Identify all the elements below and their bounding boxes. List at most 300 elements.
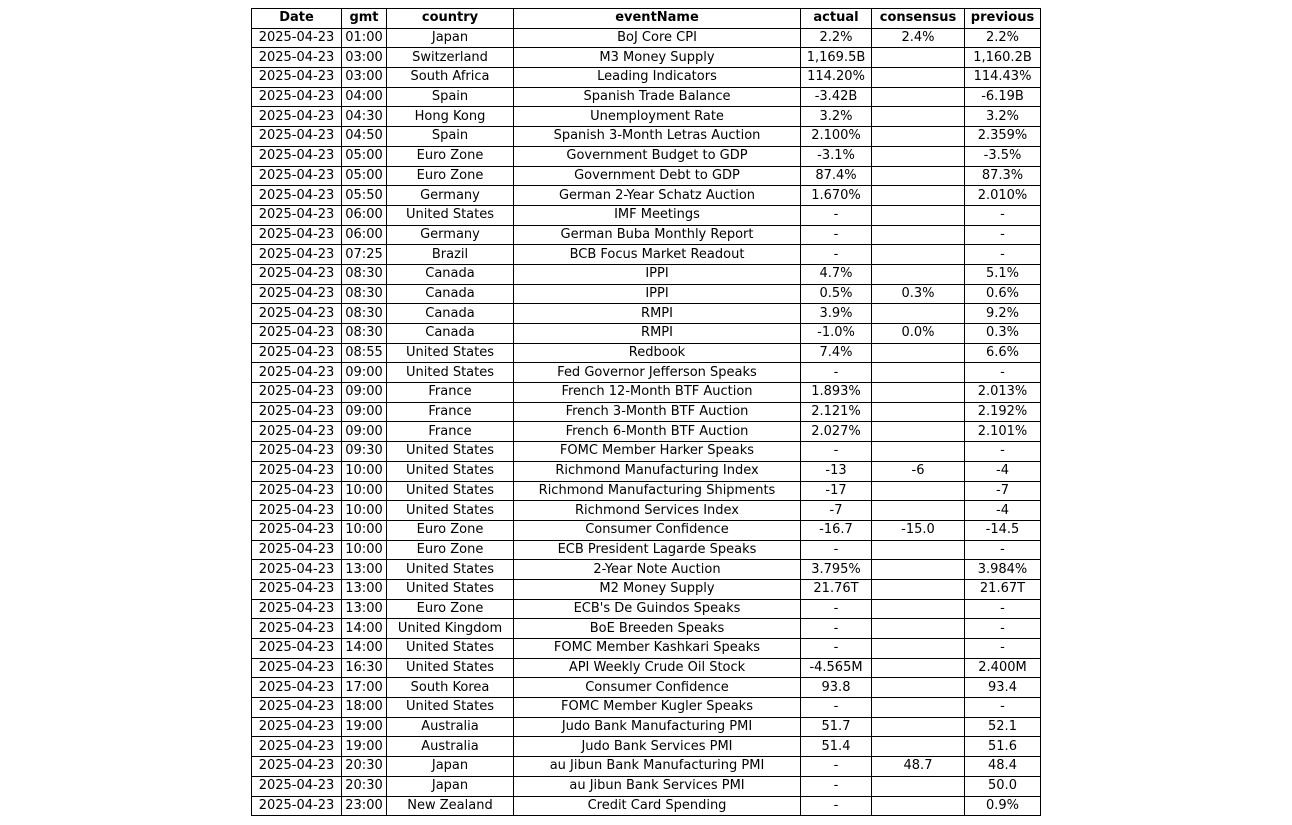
cell-consensus: -15.0 xyxy=(872,520,965,540)
cell-gmt: 10:00 xyxy=(342,520,387,540)
cell-previous: - xyxy=(965,442,1041,462)
cell-consensus xyxy=(872,678,965,698)
cell-actual: - xyxy=(801,698,872,718)
cell-country: Germany xyxy=(387,186,514,206)
cell-date: 2025-04-23 xyxy=(252,540,342,560)
cell-event-name: Consumer Confidence xyxy=(514,520,801,540)
cell-country: United States xyxy=(387,343,514,363)
cell-gmt: 16:30 xyxy=(342,658,387,678)
cell-event-name: Unemployment Rate xyxy=(514,107,801,127)
cell-previous: 0.6% xyxy=(965,284,1041,304)
cell-actual: -13 xyxy=(801,461,872,481)
cell-date: 2025-04-23 xyxy=(252,658,342,678)
cell-gmt: 03:00 xyxy=(342,48,387,68)
cell-event-name: Spanish 3-Month Letras Auction xyxy=(514,127,801,147)
cell-previous: 3.984% xyxy=(965,560,1041,580)
cell-previous: 50.0 xyxy=(965,776,1041,796)
cell-event-name: French 3-Month BTF Auction xyxy=(514,402,801,422)
cell-date: 2025-04-23 xyxy=(252,422,342,442)
cell-country: Hong Kong xyxy=(387,107,514,127)
cell-consensus xyxy=(872,48,965,68)
table-row xyxy=(252,284,1041,304)
cell-gmt: 17:00 xyxy=(342,678,387,698)
table-row xyxy=(252,28,1041,48)
cell-event-name: Consumer Confidence xyxy=(514,678,801,698)
cell-previous: 9.2% xyxy=(965,304,1041,324)
cell-gmt: 06:00 xyxy=(342,205,387,225)
table-row xyxy=(252,166,1041,186)
cell-consensus xyxy=(872,186,965,206)
cell-actual: 4.7% xyxy=(801,264,872,284)
table-row xyxy=(252,520,1041,540)
cell-date: 2025-04-23 xyxy=(252,324,342,344)
cell-event-name: API Weekly Crude Oil Stock xyxy=(514,658,801,678)
cell-actual: 7.4% xyxy=(801,343,872,363)
cell-date: 2025-04-23 xyxy=(252,639,342,659)
cell-previous: - xyxy=(965,639,1041,659)
cell-country: Euro Zone xyxy=(387,146,514,166)
cell-consensus: -6 xyxy=(872,461,965,481)
cell-consensus xyxy=(872,343,965,363)
column-header-country: country xyxy=(387,9,514,29)
table-row xyxy=(252,442,1041,462)
cell-country: Germany xyxy=(387,225,514,245)
cell-gmt: 20:30 xyxy=(342,776,387,796)
cell-previous: -7 xyxy=(965,481,1041,501)
cell-gmt: 08:30 xyxy=(342,284,387,304)
cell-country: United States xyxy=(387,501,514,521)
cell-actual: - xyxy=(801,639,872,659)
cell-event-name: FOMC Member Kashkari Speaks xyxy=(514,639,801,659)
cell-country: Switzerland xyxy=(387,48,514,68)
table-row xyxy=(252,68,1041,88)
cell-previous: 2.359% xyxy=(965,127,1041,147)
cell-actual: 2.121% xyxy=(801,402,872,422)
cell-actual: -17 xyxy=(801,481,872,501)
cell-gmt: 23:00 xyxy=(342,796,387,816)
cell-date: 2025-04-23 xyxy=(252,560,342,580)
cell-previous: 2.192% xyxy=(965,402,1041,422)
cell-consensus: 0.0% xyxy=(872,324,965,344)
cell-event-name: BoJ Core CPI xyxy=(514,28,801,48)
cell-country: United States xyxy=(387,698,514,718)
cell-actual: -16.7 xyxy=(801,520,872,540)
cell-date: 2025-04-23 xyxy=(252,501,342,521)
column-header-date: Date xyxy=(252,9,342,29)
cell-date: 2025-04-23 xyxy=(252,68,342,88)
cell-date: 2025-04-23 xyxy=(252,28,342,48)
cell-country: Japan xyxy=(387,776,514,796)
cell-country: Canada xyxy=(387,264,514,284)
table-row xyxy=(252,698,1041,718)
cell-event-name: FOMC Member Kugler Speaks xyxy=(514,698,801,718)
cell-date: 2025-04-23 xyxy=(252,737,342,757)
cell-gmt: 07:25 xyxy=(342,245,387,265)
cell-gmt: 19:00 xyxy=(342,737,387,757)
cell-actual: 0.5% xyxy=(801,284,872,304)
cell-previous: 2.2% xyxy=(965,28,1041,48)
cell-previous: -14.5 xyxy=(965,520,1041,540)
cell-gmt: 08:30 xyxy=(342,264,387,284)
cell-consensus xyxy=(872,579,965,599)
cell-previous: - xyxy=(965,205,1041,225)
cell-event-name: ECB's De Guindos Speaks xyxy=(514,599,801,619)
cell-consensus xyxy=(872,127,965,147)
column-header-previous: previous xyxy=(965,9,1041,29)
cell-consensus xyxy=(872,619,965,639)
cell-gmt: 14:00 xyxy=(342,639,387,659)
cell-event-name: Credit Card Spending xyxy=(514,796,801,816)
table-row xyxy=(252,205,1041,225)
cell-actual: 21.76T xyxy=(801,579,872,599)
cell-consensus xyxy=(872,166,965,186)
cell-gmt: 09:00 xyxy=(342,363,387,383)
cell-consensus xyxy=(872,264,965,284)
cell-gmt: 20:30 xyxy=(342,757,387,777)
cell-country: Canada xyxy=(387,304,514,324)
cell-gmt: 01:00 xyxy=(342,28,387,48)
cell-actual: - xyxy=(801,245,872,265)
cell-event-name: Fed Governor Jefferson Speaks xyxy=(514,363,801,383)
cell-previous: -6.19B xyxy=(965,87,1041,107)
cell-country: United States xyxy=(387,579,514,599)
table-row xyxy=(252,343,1041,363)
cell-date: 2025-04-23 xyxy=(252,796,342,816)
cell-country: United States xyxy=(387,639,514,659)
table-row xyxy=(252,737,1041,757)
cell-date: 2025-04-23 xyxy=(252,461,342,481)
cell-date: 2025-04-23 xyxy=(252,284,342,304)
cell-date: 2025-04-23 xyxy=(252,107,342,127)
cell-country: United States xyxy=(387,205,514,225)
cell-event-name: Richmond Manufacturing Shipments xyxy=(514,481,801,501)
cell-actual: -1.0% xyxy=(801,324,872,344)
cell-actual: -3.1% xyxy=(801,146,872,166)
cell-event-name: French 6-Month BTF Auction xyxy=(514,422,801,442)
cell-actual: -4.565M xyxy=(801,658,872,678)
cell-date: 2025-04-23 xyxy=(252,146,342,166)
cell-country: United States xyxy=(387,658,514,678)
table-row xyxy=(252,402,1041,422)
cell-consensus xyxy=(872,146,965,166)
cell-country: Euro Zone xyxy=(387,540,514,560)
cell-gmt: 05:00 xyxy=(342,146,387,166)
cell-date: 2025-04-23 xyxy=(252,698,342,718)
cell-date: 2025-04-23 xyxy=(252,579,342,599)
cell-consensus xyxy=(872,796,965,816)
cell-date: 2025-04-23 xyxy=(252,383,342,403)
cell-previous: 2.101% xyxy=(965,422,1041,442)
cell-consensus xyxy=(872,776,965,796)
cell-gmt: 08:55 xyxy=(342,343,387,363)
cell-previous: 114.43% xyxy=(965,68,1041,88)
cell-gmt: 06:00 xyxy=(342,225,387,245)
cell-actual: 93.8 xyxy=(801,678,872,698)
table-row xyxy=(252,264,1041,284)
table-row xyxy=(252,127,1041,147)
column-header-event-name: eventName xyxy=(514,9,801,29)
cell-previous: 2.400M xyxy=(965,658,1041,678)
cell-previous: 51.6 xyxy=(965,737,1041,757)
table-row xyxy=(252,599,1041,619)
cell-actual: 51.4 xyxy=(801,737,872,757)
cell-event-name: Judo Bank Services PMI xyxy=(514,737,801,757)
cell-consensus xyxy=(872,737,965,757)
cell-previous: 52.1 xyxy=(965,717,1041,737)
cell-country: Spain xyxy=(387,87,514,107)
cell-previous: 3.2% xyxy=(965,107,1041,127)
table-row xyxy=(252,639,1041,659)
economic-calendar-table xyxy=(251,8,1041,816)
cell-country: United States xyxy=(387,363,514,383)
cell-previous: -4 xyxy=(965,501,1041,521)
cell-gmt: 08:30 xyxy=(342,304,387,324)
cell-gmt: 09:30 xyxy=(342,442,387,462)
cell-event-name: German 2-Year Schatz Auction xyxy=(514,186,801,206)
cell-actual: 3.2% xyxy=(801,107,872,127)
cell-country: Australia xyxy=(387,717,514,737)
cell-previous: - xyxy=(965,225,1041,245)
table-row xyxy=(252,481,1041,501)
cell-event-name: BoE Breeden Speaks xyxy=(514,619,801,639)
cell-previous: -3.5% xyxy=(965,146,1041,166)
cell-date: 2025-04-23 xyxy=(252,343,342,363)
cell-date: 2025-04-23 xyxy=(252,48,342,68)
table-row xyxy=(252,146,1041,166)
cell-country: United Kingdom xyxy=(387,619,514,639)
table-row xyxy=(252,717,1041,737)
cell-consensus xyxy=(872,245,965,265)
cell-previous: - xyxy=(965,363,1041,383)
cell-date: 2025-04-23 xyxy=(252,87,342,107)
cell-actual: 1.893% xyxy=(801,383,872,403)
cell-previous: 2.013% xyxy=(965,383,1041,403)
cell-country: United States xyxy=(387,560,514,580)
column-header-consensus: consensus xyxy=(872,9,965,29)
table-row xyxy=(252,383,1041,403)
cell-actual: 87.4% xyxy=(801,166,872,186)
cell-gmt: 05:50 xyxy=(342,186,387,206)
cell-gmt: 05:00 xyxy=(342,166,387,186)
cell-event-name: Richmond Services Index xyxy=(514,501,801,521)
cell-country: Euro Zone xyxy=(387,520,514,540)
cell-consensus xyxy=(872,639,965,659)
cell-date: 2025-04-23 xyxy=(252,245,342,265)
cell-consensus xyxy=(872,107,965,127)
cell-country: Japan xyxy=(387,757,514,777)
cell-date: 2025-04-23 xyxy=(252,186,342,206)
cell-previous: 93.4 xyxy=(965,678,1041,698)
column-header-gmt: gmt xyxy=(342,9,387,29)
cell-date: 2025-04-23 xyxy=(252,127,342,147)
cell-event-name: 2-Year Note Auction xyxy=(514,560,801,580)
cell-date: 2025-04-23 xyxy=(252,481,342,501)
cell-date: 2025-04-23 xyxy=(252,776,342,796)
cell-country: New Zealand xyxy=(387,796,514,816)
cell-actual: - xyxy=(801,540,872,560)
cell-actual: -3.42B xyxy=(801,87,872,107)
cell-previous: 5.1% xyxy=(965,264,1041,284)
cell-actual: 114.20% xyxy=(801,68,872,88)
cell-actual: - xyxy=(801,757,872,777)
cell-actual: - xyxy=(801,363,872,383)
table-row xyxy=(252,560,1041,580)
table-row xyxy=(252,461,1041,481)
cell-event-name: IPPI xyxy=(514,264,801,284)
cell-consensus xyxy=(872,717,965,737)
table-row xyxy=(252,678,1041,698)
cell-date: 2025-04-23 xyxy=(252,717,342,737)
cell-event-name: RMPI xyxy=(514,304,801,324)
table-row xyxy=(252,619,1041,639)
cell-event-name: au Jibun Bank Manufacturing PMI xyxy=(514,757,801,777)
column-header-actual: actual xyxy=(801,9,872,29)
cell-event-name: French 12-Month BTF Auction xyxy=(514,383,801,403)
cell-actual: - xyxy=(801,205,872,225)
table-row xyxy=(252,324,1041,344)
cell-previous: 6.6% xyxy=(965,343,1041,363)
cell-consensus xyxy=(872,540,965,560)
cell-gmt: 10:00 xyxy=(342,540,387,560)
cell-date: 2025-04-23 xyxy=(252,166,342,186)
cell-actual: 1,169.5B xyxy=(801,48,872,68)
cell-date: 2025-04-23 xyxy=(252,757,342,777)
cell-gmt: 19:00 xyxy=(342,717,387,737)
table-row xyxy=(252,579,1041,599)
cell-date: 2025-04-23 xyxy=(252,304,342,324)
cell-event-name: M3 Money Supply xyxy=(514,48,801,68)
cell-gmt: 13:00 xyxy=(342,560,387,580)
table-row xyxy=(252,87,1041,107)
cell-gmt: 10:00 xyxy=(342,501,387,521)
cell-actual: 2.100% xyxy=(801,127,872,147)
cell-consensus xyxy=(872,599,965,619)
table-row xyxy=(252,48,1041,68)
cell-consensus xyxy=(872,87,965,107)
cell-consensus: 2.4% xyxy=(872,28,965,48)
cell-gmt: 04:00 xyxy=(342,87,387,107)
cell-actual: 3.9% xyxy=(801,304,872,324)
cell-actual: - xyxy=(801,442,872,462)
table-row xyxy=(252,107,1041,127)
cell-previous: 2.010% xyxy=(965,186,1041,206)
cell-actual: -7 xyxy=(801,501,872,521)
cell-country: United States xyxy=(387,442,514,462)
table-row xyxy=(252,501,1041,521)
cell-previous: -4 xyxy=(965,461,1041,481)
cell-gmt: 13:00 xyxy=(342,599,387,619)
cell-country: France xyxy=(387,402,514,422)
cell-event-name: RMPI xyxy=(514,324,801,344)
cell-previous: - xyxy=(965,599,1041,619)
cell-gmt: 03:00 xyxy=(342,68,387,88)
cell-previous: 48.4 xyxy=(965,757,1041,777)
cell-country: Euro Zone xyxy=(387,599,514,619)
cell-consensus xyxy=(872,205,965,225)
cell-consensus xyxy=(872,481,965,501)
cell-event-name: Government Budget to GDP xyxy=(514,146,801,166)
table-row xyxy=(252,186,1041,206)
cell-date: 2025-04-23 xyxy=(252,599,342,619)
cell-event-name: Judo Bank Manufacturing PMI xyxy=(514,717,801,737)
cell-actual: 1.670% xyxy=(801,186,872,206)
cell-country: Japan xyxy=(387,28,514,48)
cell-actual: 51.7 xyxy=(801,717,872,737)
cell-gmt: 09:00 xyxy=(342,383,387,403)
table-row xyxy=(252,757,1041,777)
table-row xyxy=(252,422,1041,442)
cell-date: 2025-04-23 xyxy=(252,520,342,540)
cell-event-name: Spanish Trade Balance xyxy=(514,87,801,107)
cell-gmt: 04:30 xyxy=(342,107,387,127)
cell-consensus xyxy=(872,442,965,462)
table-row xyxy=(252,658,1041,678)
cell-country: United States xyxy=(387,481,514,501)
cell-gmt: 18:00 xyxy=(342,698,387,718)
cell-event-name: IPPI xyxy=(514,284,801,304)
cell-consensus xyxy=(872,658,965,678)
cell-gmt: 14:00 xyxy=(342,619,387,639)
cell-actual: 2.027% xyxy=(801,422,872,442)
cell-consensus xyxy=(872,304,965,324)
table-row xyxy=(252,776,1041,796)
cell-date: 2025-04-23 xyxy=(252,225,342,245)
cell-date: 2025-04-23 xyxy=(252,442,342,462)
cell-event-name: Government Debt to GDP xyxy=(514,166,801,186)
cell-previous: 0.3% xyxy=(965,324,1041,344)
cell-actual: 3.795% xyxy=(801,560,872,580)
cell-actual: - xyxy=(801,225,872,245)
cell-actual: 2.2% xyxy=(801,28,872,48)
table-row xyxy=(252,245,1041,265)
cell-consensus: 48.7 xyxy=(872,757,965,777)
cell-country: South Korea xyxy=(387,678,514,698)
cell-date: 2025-04-23 xyxy=(252,205,342,225)
cell-date: 2025-04-23 xyxy=(252,678,342,698)
cell-gmt: 08:30 xyxy=(342,324,387,344)
cell-previous: 1,160.2B xyxy=(965,48,1041,68)
cell-previous: 21.67T xyxy=(965,579,1041,599)
cell-event-name: au Jibun Bank Services PMI xyxy=(514,776,801,796)
table-row xyxy=(252,225,1041,245)
cell-event-name: IMF Meetings xyxy=(514,205,801,225)
table-row xyxy=(252,363,1041,383)
table-body xyxy=(252,28,1041,816)
table-row xyxy=(252,304,1041,324)
cell-country: Spain xyxy=(387,127,514,147)
cell-country: Australia xyxy=(387,737,514,757)
cell-consensus xyxy=(872,68,965,88)
cell-country: Brazil xyxy=(387,245,514,265)
cell-event-name: Richmond Manufacturing Index xyxy=(514,461,801,481)
cell-country: Canada xyxy=(387,284,514,304)
cell-consensus xyxy=(872,698,965,718)
cell-previous: - xyxy=(965,540,1041,560)
cell-consensus xyxy=(872,422,965,442)
cell-consensus: 0.3% xyxy=(872,284,965,304)
cell-event-name: German Buba Monthly Report xyxy=(514,225,801,245)
cell-event-name: Leading Indicators xyxy=(514,68,801,88)
cell-date: 2025-04-23 xyxy=(252,264,342,284)
cell-actual: - xyxy=(801,619,872,639)
cell-country: United States xyxy=(387,461,514,481)
cell-event-name: ECB President Lagarde Speaks xyxy=(514,540,801,560)
cell-consensus xyxy=(872,363,965,383)
cell-gmt: 10:00 xyxy=(342,481,387,501)
cell-event-name: M2 Money Supply xyxy=(514,579,801,599)
cell-event-name: BCB Focus Market Readout xyxy=(514,245,801,265)
cell-gmt: 04:50 xyxy=(342,127,387,147)
